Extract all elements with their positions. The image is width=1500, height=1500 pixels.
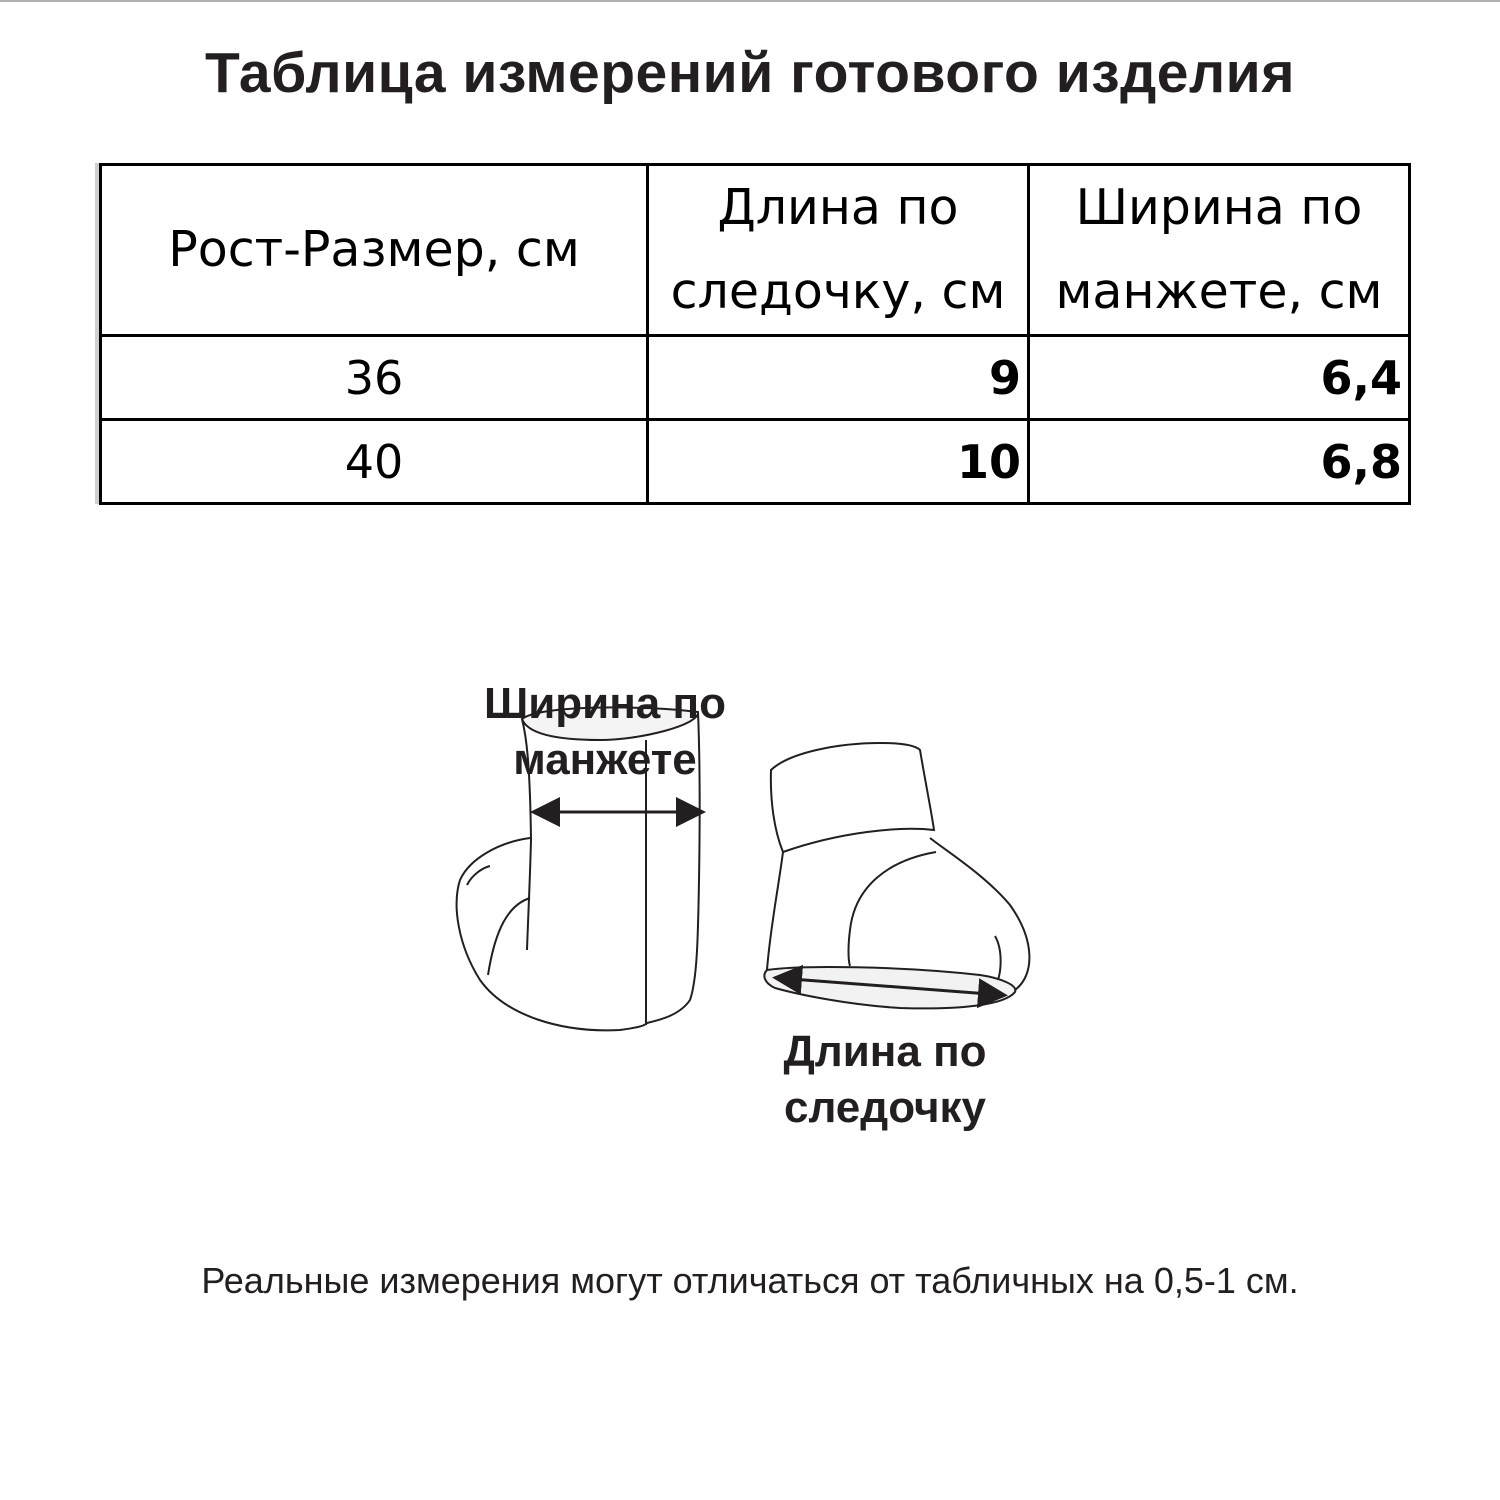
- top-rule: [0, 0, 1500, 2]
- footnote: Реальные измерения могут отличаться от табличных на 0,5-1 см.: [201, 1260, 1299, 1301]
- sole-length-label: Длина по следочку: [783, 1027, 987, 1132]
- cell-sole-length: 9: [648, 336, 1029, 420]
- page-title: Таблица измерений готового изделия: [205, 41, 1295, 105]
- cell-cuff-width: 6,8: [1029, 420, 1410, 504]
- header-sole-length: Длина по следочку, см: [648, 165, 1029, 336]
- cell-cuff-width: 6,4: [1029, 336, 1410, 420]
- table-row: [101, 420, 1410, 504]
- cell-size: 36: [101, 336, 648, 420]
- header-size: Рост-Размер, см: [101, 165, 648, 336]
- size-table: [99, 163, 1411, 505]
- cell-sole-length: 10: [648, 420, 1029, 504]
- table-row: [101, 336, 1410, 420]
- side-bootie-icon: [767, 743, 1029, 990]
- cell-size: 40: [101, 420, 648, 504]
- table-header-row: [101, 165, 1410, 336]
- cuff-width-label: Ширина по манжете: [484, 679, 726, 784]
- header-cuff-width: Ширина по манжете, см: [1029, 165, 1410, 336]
